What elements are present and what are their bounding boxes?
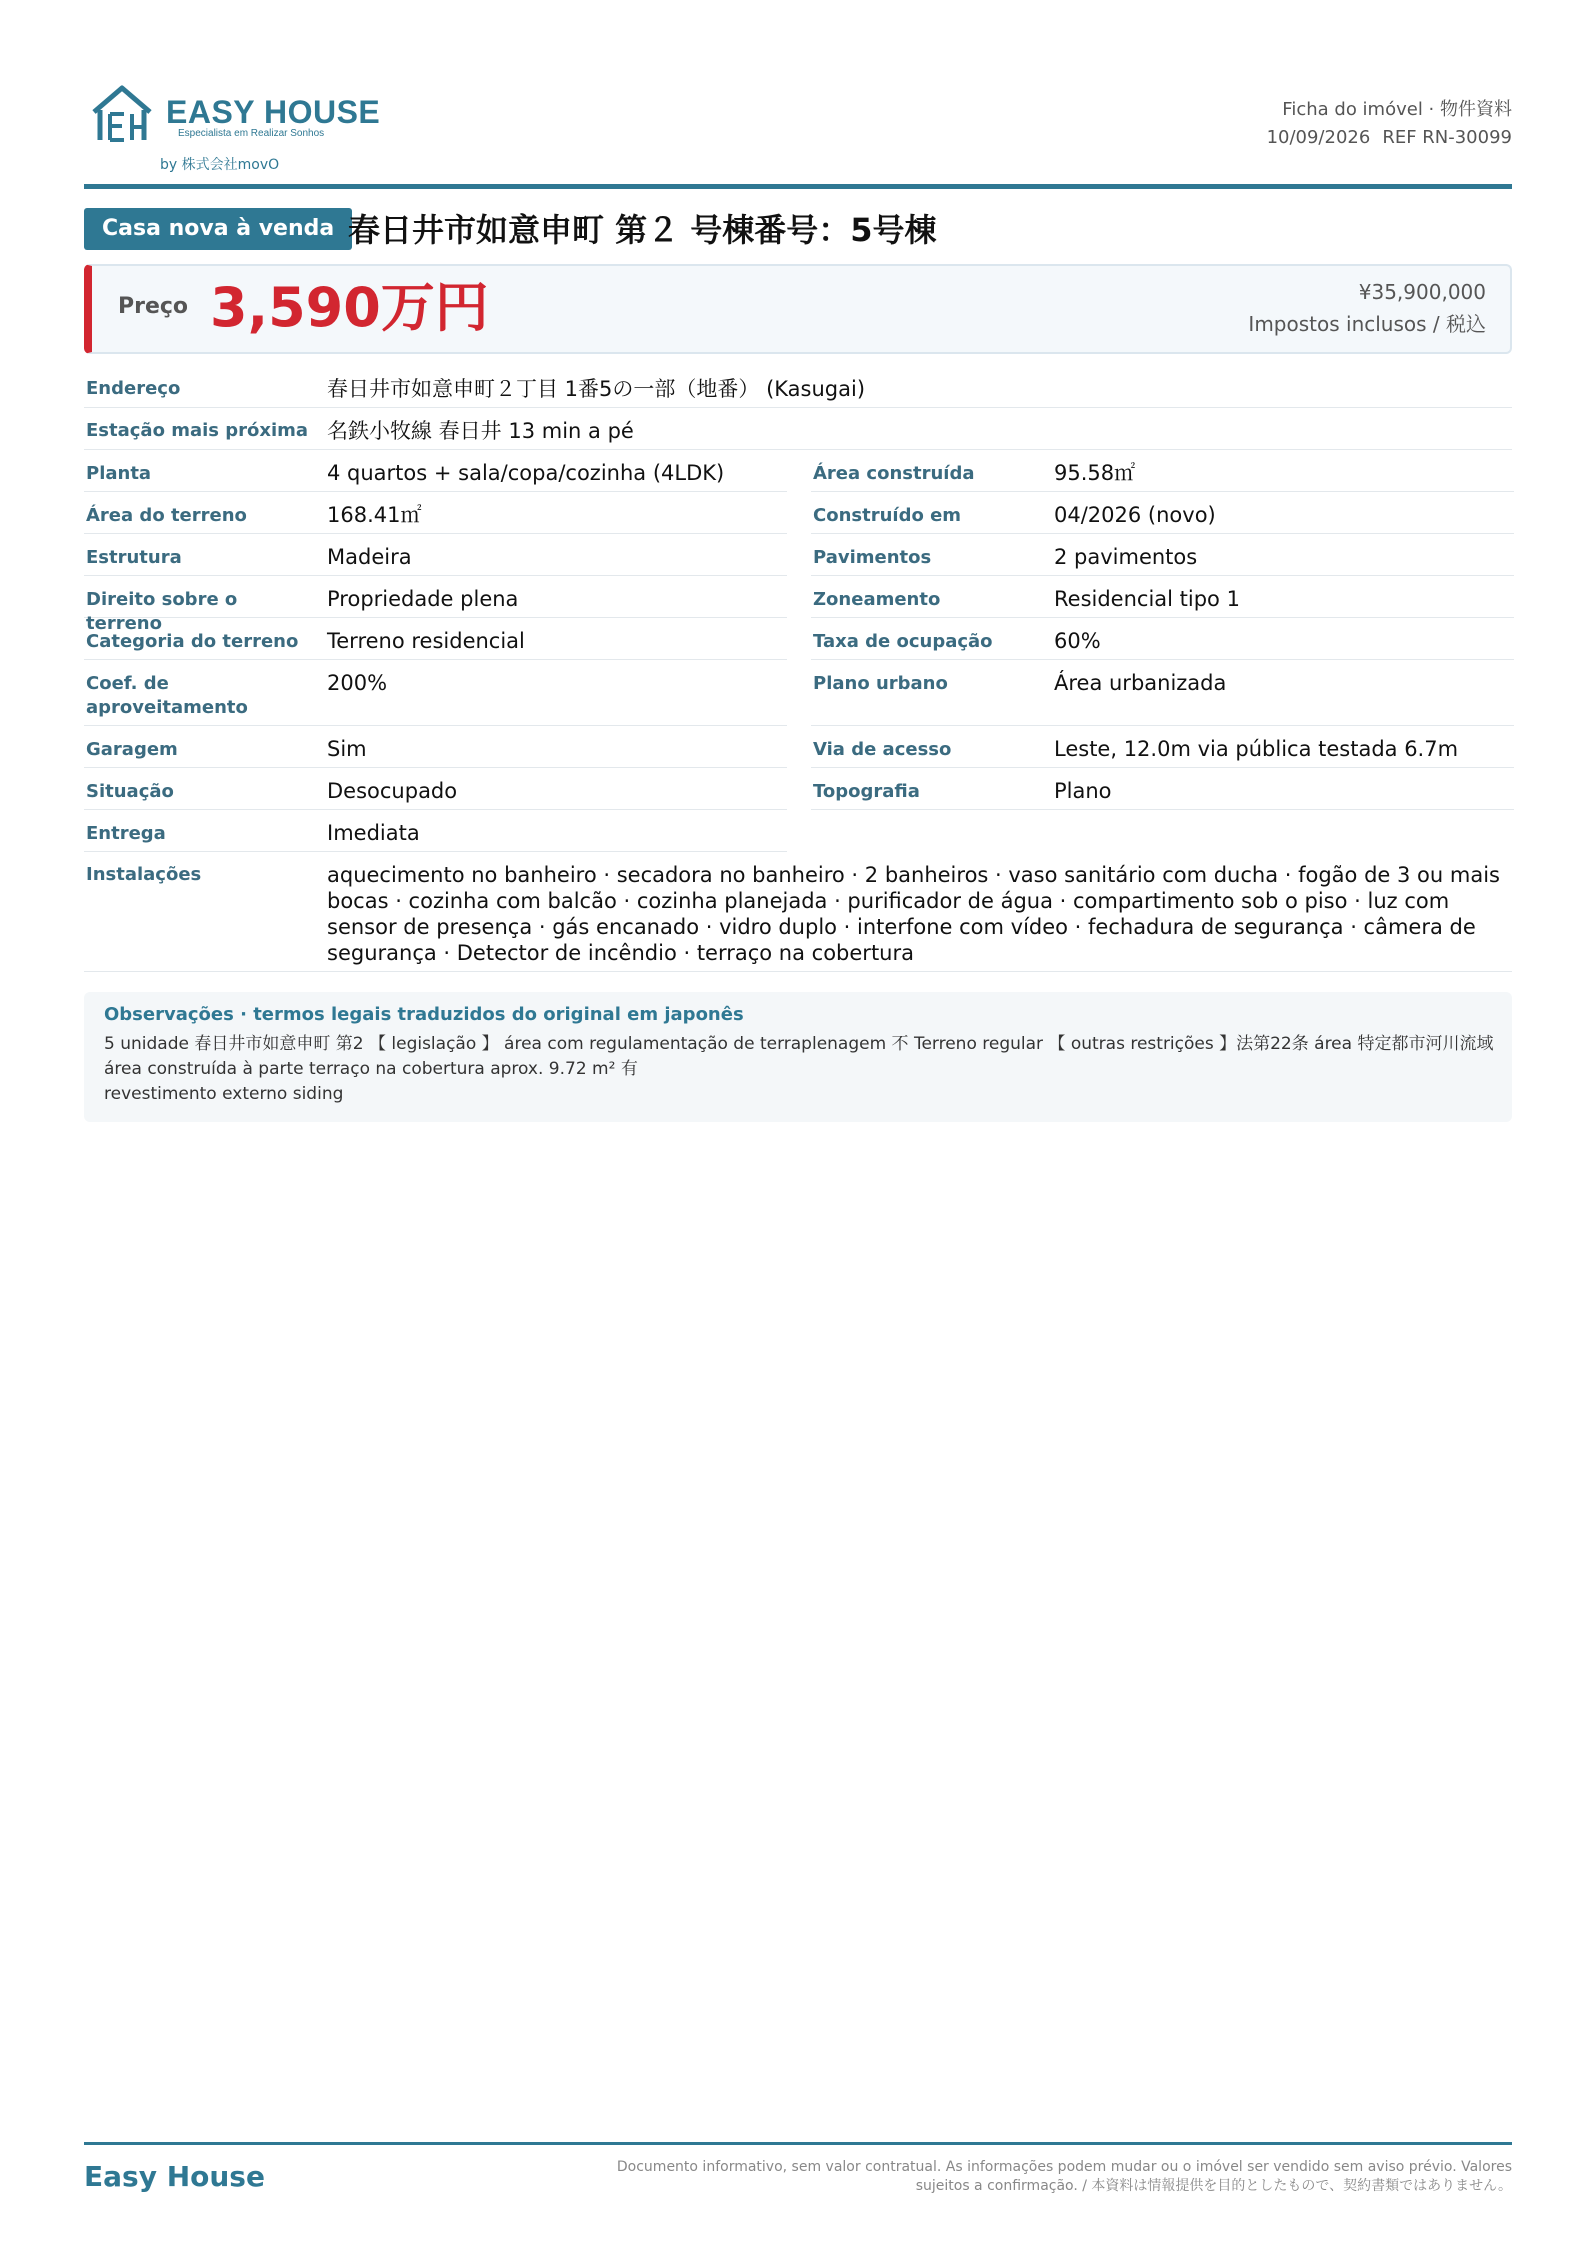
spec-urban-plan: Plano urbano Área urbanizada: [811, 660, 1514, 726]
spec-structure: Estrutura Madeira: [84, 534, 787, 576]
house-logo-icon: [90, 84, 154, 144]
spec-row: [84, 768, 1512, 810]
document-ref: REF RN-30099: [1382, 127, 1512, 148]
spec-built-in: Construído em 04/2026 (novo): [811, 492, 1514, 534]
spec-row-station: Estação mais próxima 名鉄小牧線 春日井 13 min a pé: [84, 408, 1512, 450]
header-divider: [84, 184, 1512, 189]
header: [84, 80, 1512, 180]
spec-coverage: Taxa de ocupação 60%: [811, 618, 1514, 660]
logo-name: EASY HOUSE: [166, 94, 381, 130]
spec-topography: Topografia Plano: [811, 768, 1514, 810]
spec-row: [84, 450, 1512, 492]
spec-access: Via de acesso Leste, 12.0m via pública testada 6.7m: [811, 726, 1514, 768]
price-yen: ¥35,900,000: [1358, 280, 1486, 304]
notes-title: Observações · termos legais traduzidos do original em japonês: [104, 1004, 744, 1025]
property-title: 春日井市如意申町 第２ 号棟番号：5号棟: [348, 211, 937, 249]
spec-layout: Planta 4 quartos + sala/copa/cozinha (4LDK): [84, 450, 787, 492]
spec-far: Coef. de aproveitamento 200%: [84, 660, 787, 726]
logo-company: by 株式会社movO: [160, 157, 280, 173]
document-type: Ficha do imóvel · 物件資料: [1282, 99, 1512, 120]
spec-delivery: Entrega Imediata: [84, 810, 787, 852]
price-label: Preço: [118, 294, 189, 319]
spec-row: [84, 534, 1512, 576]
spec-land-rights: Direito sobre o terreno Propriedade plena: [84, 576, 787, 618]
listing-type-badge: Casa nova à venda: [84, 208, 352, 250]
price-value: 3,590万円: [210, 276, 489, 339]
spec-garage: Garagem Sim: [84, 726, 787, 768]
footer-divider: [84, 2142, 1512, 2145]
spec-built-area: Área construída 95.58㎡: [811, 450, 1514, 492]
document-meta: [1267, 96, 1512, 152]
price-tax-note: Impostos inclusos / 税込: [1248, 312, 1486, 336]
logo-tagline: Especialista em Realizar Sonhos: [178, 128, 325, 139]
spec-row: [84, 618, 1512, 660]
spec-land-area: Área do terreno 168.41㎡: [84, 492, 787, 534]
price-box: [84, 264, 1512, 354]
notes-body: [104, 1032, 1494, 1107]
spec-zoning: Zoneamento Residencial tipo 1: [811, 576, 1514, 618]
spec-row-facilities: Instalações aquecimento no banheiro · secadora no banheiro · 2 banheiros · vaso sanitário com ducha · fogão de 3 ou mais bocas · cozinha com balcão · cozinha planejada · purificador de água · compartimento sob o piso · luz com sensor de presença · gás encanado · vidro duplo · interfone com vídeo · fechadura de segurança · câmera de segurança · Detector de incêndio · terraço na cobertura: [84, 852, 1512, 972]
footer-brand: Easy House: [84, 2160, 265, 2193]
spec-floors: Pavimentos 2 pavimentos: [811, 534, 1514, 576]
notes-line: revestimento externo siding: [104, 1084, 344, 1104]
notes-line: 5 unidade 春日井市如意申町 第2 【 legislação 】 área com regulamentação de terraplenagem 不 Terreno regular 【 outras restrições 】法第22条 área 特定都市河川流域 área construída à parte terraço na cobertura aprox. 9.72 m² 有: [104, 1034, 1494, 1079]
logo: [90, 84, 390, 174]
document-date: 10/09/2026: [1266, 127, 1371, 148]
title-row: [84, 208, 1512, 252]
property-sheet: [84, 0, 1512, 2246]
spec-row: [84, 576, 1512, 634]
notes-box: [84, 992, 1512, 1122]
spec-row: [84, 492, 1512, 534]
footer-disclaimer: Documento informativo, sem valor contratual. As informações podem mudar ou o imóvel ser vendido sem aviso prévio. Valores sujeitos a confirmação. / 本資料は情報提供を目的としたもので、契約書類ではありません。: [616, 2159, 1512, 2194]
spec-row-address: Endereço 春日井市如意申町２丁目 1番5の一部（地番） (Kasugai): [84, 366, 1512, 408]
spec-row: [84, 726, 1512, 768]
spec-status: Situação Desocupado: [84, 768, 787, 810]
spec-row: [84, 660, 1512, 726]
spec-row: [84, 810, 1512, 852]
spec-land-category: Categoria do terreno Terreno residencial: [84, 618, 787, 660]
spec-table: [84, 366, 1512, 972]
